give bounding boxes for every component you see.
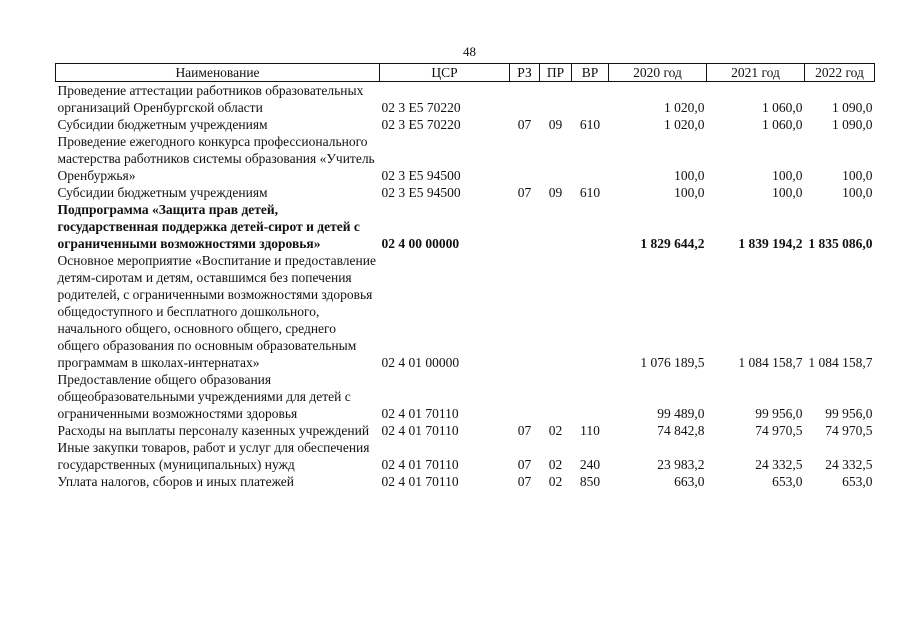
row-vr [572, 252, 609, 371]
row-vr [572, 201, 609, 252]
row-amount-2022: 1 835 086,0 [808, 236, 873, 251]
row-amount-2022: 1 090,0 [832, 117, 873, 132]
row-vr: 610 [579, 185, 601, 200]
row-amount-2021: 99 956,0 [755, 406, 803, 421]
row-rz: 07 [517, 117, 532, 132]
row-rz [510, 133, 540, 184]
row-amount-2022: 100,0 [842, 185, 873, 200]
table-row [56, 252, 875, 371]
row-vr [572, 133, 609, 184]
table-header [56, 64, 875, 82]
row-csr: 02 4 01 70110 [381, 406, 459, 421]
row-amount-2021: 1 060,0 [762, 117, 803, 132]
row-rz: 07 [517, 457, 532, 472]
row-amount-2020: 1 829 644,2 [640, 236, 705, 251]
row-csr: 02 4 01 70110 [381, 457, 459, 472]
row-vr: 610 [579, 117, 601, 132]
page-number: 48 [463, 44, 476, 59]
row-csr: 02 3 E5 94500 [381, 185, 461, 200]
row-rz: 07 [517, 423, 532, 438]
row-rz [510, 201, 540, 252]
row-rz [510, 82, 540, 117]
row-amount-2021: 100,0 [772, 168, 803, 183]
row-rz: 07 [517, 185, 532, 200]
row-rz [510, 252, 540, 371]
row-name: Уплата налогов, сборов и иных платежей [57, 474, 294, 489]
row-name: Расходы на выплаты персоналу казенных учреждений [57, 423, 370, 438]
row-vr: 240 [579, 457, 601, 472]
row-amount-2020: 100,0 [674, 185, 705, 200]
row-rz [510, 371, 540, 422]
row-vr: 850 [579, 474, 601, 489]
row-csr: 02 4 01 70110 [381, 474, 459, 489]
table-row [56, 371, 875, 422]
row-amount-2020: 1 076 189,5 [640, 355, 705, 370]
table-row-subprogram [56, 201, 875, 252]
row-amount-2020: 1 020,0 [664, 100, 705, 115]
row-pr: 02 [548, 457, 563, 472]
header-year-2022: 2022 год [805, 64, 875, 82]
header-rz: РЗ [510, 64, 540, 82]
row-pr: 09 [548, 185, 563, 200]
row-name: Субсидии бюджетным учреждениям [57, 185, 268, 200]
row-vr [572, 371, 609, 422]
row-amount-2021: 100,0 [772, 185, 803, 200]
row-name: Основное мероприятие «Воспитание и предоставление детям-сиротам и детям, оставшимся без попечения родителей, с ограниченными возможностями здоровья общедоступного и бесплатного дошкольного, начального общего, основного общего, среднего общего образования по основным образовательным программам в школах-интернатах» [57, 253, 376, 370]
row-vr [572, 82, 609, 117]
row-name: Предоставление общего образования общеобразовательными учреждениями для детей с ограниченными возможностями здоровья [57, 372, 351, 421]
row-amount-2022: 1 090,0 [832, 100, 873, 115]
row-amount-2020: 663,0 [674, 474, 705, 489]
row-amount-2020: 1 020,0 [664, 117, 705, 132]
header-csr: ЦСР [380, 64, 510, 82]
row-pr: 02 [548, 423, 563, 438]
row-amount-2021: 24 332,5 [755, 457, 803, 472]
row-name: Проведение ежегодного конкурса профессионального мастерства работников системы образования «Учитель Оренбуржья» [57, 134, 375, 183]
row-amount-2022: 74 970,5 [825, 423, 873, 438]
header-year-2021: 2021 год [707, 64, 805, 82]
table-row [56, 82, 875, 117]
row-amount-2022: 24 332,5 [825, 457, 873, 472]
row-pr [540, 201, 572, 252]
row-csr: 02 3 E5 70220 [381, 117, 461, 132]
row-pr [540, 371, 572, 422]
row-amount-2022: 99 956,0 [825, 406, 873, 421]
table-row [56, 439, 875, 473]
row-csr: 02 3 E5 70220 [381, 100, 461, 115]
header-name: Наименование [56, 64, 380, 82]
row-csr: 02 4 01 00000 [381, 355, 460, 370]
row-name: Проведение аттестации работников образовательных организаций Оренбургской области [57, 83, 364, 115]
row-pr [540, 133, 572, 184]
row-csr: 02 3 E5 94500 [381, 168, 461, 183]
header-pr: ПР [540, 64, 572, 82]
row-amount-2021: 74 970,5 [755, 423, 803, 438]
row-pr [540, 252, 572, 371]
table-row [56, 133, 875, 184]
row-csr: 02 4 01 70110 [381, 423, 459, 438]
row-amount-2021: 653,0 [772, 474, 803, 489]
row-amount-2020: 74 842,8 [657, 423, 705, 438]
budget-table [55, 63, 875, 490]
header-year-2020: 2020 год [609, 64, 707, 82]
row-pr [540, 82, 572, 117]
row-amount-2021: 1 839 194,2 [738, 236, 803, 251]
row-amount-2022: 653,0 [842, 474, 873, 489]
row-name: Подпрограмма «Защита прав детей, государственная поддержка детей-сирот и детей с ограниченными возможностями здоровья» [57, 202, 360, 251]
row-amount-2020: 23 983,2 [657, 457, 705, 472]
row-amount-2022: 1 084 158,7 [808, 355, 873, 370]
row-name: Иные закупки товаров, работ и услуг для обеспечения государственных (муниципальных) нужд [57, 440, 370, 472]
row-amount-2020: 100,0 [674, 168, 705, 183]
table-row [56, 116, 875, 133]
row-amount-2020: 99 489,0 [657, 406, 705, 421]
row-amount-2021: 1 060,0 [762, 100, 803, 115]
table-row [56, 184, 875, 201]
row-amount-2021: 1 084 158,7 [738, 355, 803, 370]
row-pr: 09 [548, 117, 563, 132]
table-row [56, 473, 875, 490]
row-rz: 07 [517, 474, 532, 489]
row-vr: 110 [580, 423, 600, 438]
row-csr: 02 4 00 00000 [381, 236, 460, 251]
table-row [56, 422, 875, 439]
row-name: Субсидии бюджетным учреждениям [57, 117, 268, 132]
row-pr: 02 [548, 474, 563, 489]
row-amount-2022: 100,0 [842, 168, 873, 183]
header-vr: ВР [572, 64, 609, 82]
